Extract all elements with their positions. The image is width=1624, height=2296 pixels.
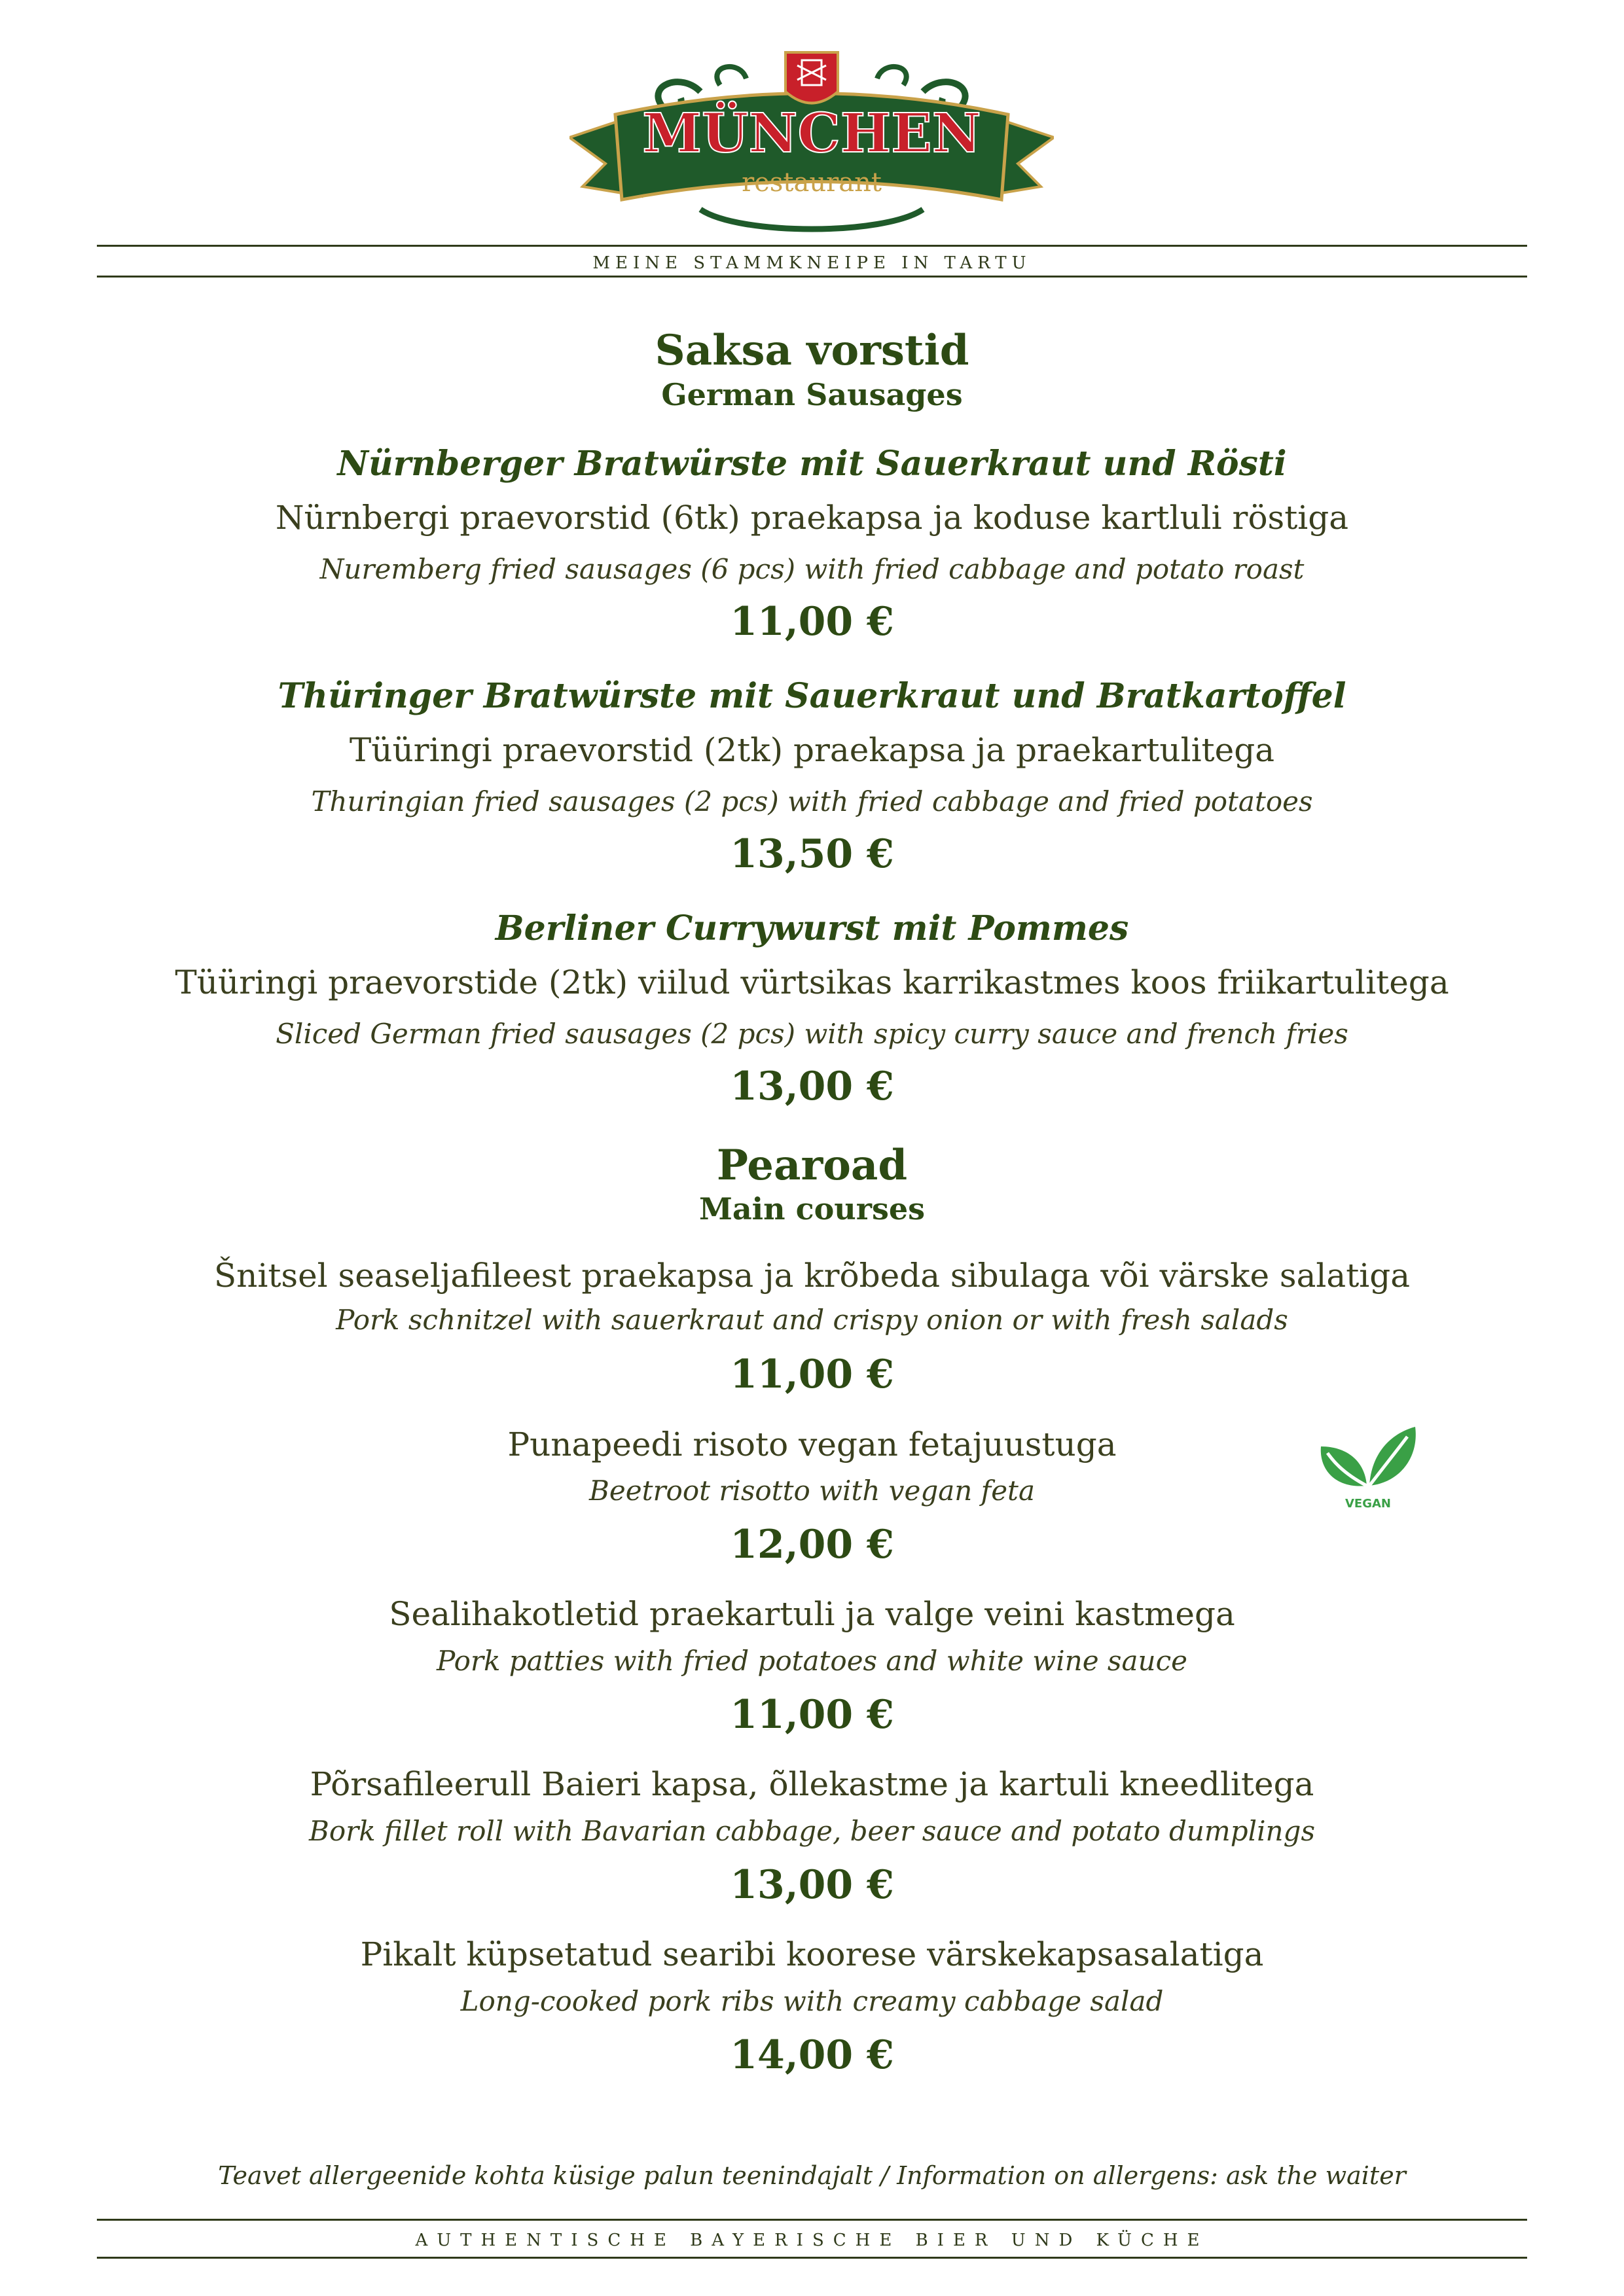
item-name-en: Pork patties with fried potatoes and white wine sauce [437,1645,1187,1677]
header-rule-bottom [97,276,1527,278]
vegan-badge-label: VEGAN [1345,1497,1391,1511]
item-name-en: Long-cooked pork ribs with creamy cabbage salad [460,1985,1164,2017]
item-price: 13,00 € [730,1862,894,1908]
item-price: 11,00 € [730,599,894,645]
item-name-en: Bork fillet roll with Bavarian cabbage, beer sauce and potato dumplings [309,1815,1315,1847]
item-price: 11,00 € [730,1352,894,1397]
item-name-et: Nürnbergi praevorstid (6tk) praekapsa ja koduse kartluli röstiga [275,499,1349,537]
munchen-logo [569,46,1054,236]
item-price: 14,00 € [730,2032,894,2078]
footer-slogan: AUTHENTISCHE BAYERISCHE BIER UND KÜCHE [415,2231,1209,2250]
footer-rule-bottom [97,2257,1527,2259]
item-name-et: Sealihakotletid praekartuli ja valge veini kastmega [389,1595,1235,1633]
item-name-et: Šnitsel seaseljafileest praekapsa ja krõbeda sibulaga või värske salatiga [213,1257,1411,1295]
item-name-en: Nuremberg fried sausages (6 pcs) with fried cabbage and potato roast [319,553,1305,585]
item-name-et: Punapeedi risoto vegan fetajuustuga [507,1426,1117,1463]
item-name-de: Nürnberger Bratwürste mit Sauerkraut und Rösti [337,444,1287,484]
item-name-de: Berliner Currywurst mit Pommes [495,908,1129,948]
item-name-en: Sliced German fried sausages (2 pcs) with spicy curry sauce and french fries [276,1018,1348,1050]
item-price: 13,00 € [730,1064,894,1109]
section-subtitle: Main courses [698,1191,926,1227]
item-name-et: Põrsafileerull Baieri kapsa, õllekastme ja kartuli kneedlitega [310,1765,1314,1803]
footer-rule-top [97,2219,1527,2221]
item-name-et: Pikalt küpsetatud searibi koorese värskekapsasalatiga [360,1935,1264,1973]
item-name-en: Pork schnitzel with sauerkraut and crispy onion or with fresh salads [336,1304,1288,1336]
item-price: 13,50 € [730,831,894,877]
tagline: MEINE STAMMKNEIPE IN TARTU [592,253,1032,273]
item-name-de: Thüringer Bratwürste mit Sauerkraut und Bratkartoffel [278,676,1346,716]
vegan-leaves-icon [1316,1424,1420,1512]
logo-subtitle: restaurant [742,168,882,198]
header-rule-top [97,245,1527,247]
item-name-en: Beetroot risotto with vegan feta [589,1475,1035,1507]
item-price: 11,00 € [730,1692,894,1738]
item-name-et: Tüüringi praevorstid (2tk) praekapsa ja praekartulitega [349,731,1275,769]
item-price: 12,00 € [730,1522,894,1568]
item-name-en: Thuringian fried sausages (2 pcs) with fried cabbage and fried potatoes [311,785,1313,817]
section-subtitle: German Sausages [661,377,963,412]
section-title: Saksa vorstid [655,326,969,375]
item-name-et: Tüüringi praevorstide (2tk) viilud vürtsikas karrikastmes koos friikartulitega [175,963,1449,1001]
logo-title: MÜNCHEN [642,102,981,165]
section-title: Pearoad [716,1141,908,1190]
allergen-note: Teavet allergeenide kohta küsige palun teenindajalt / Information on allergens: ask the waiter [218,2161,1406,2190]
